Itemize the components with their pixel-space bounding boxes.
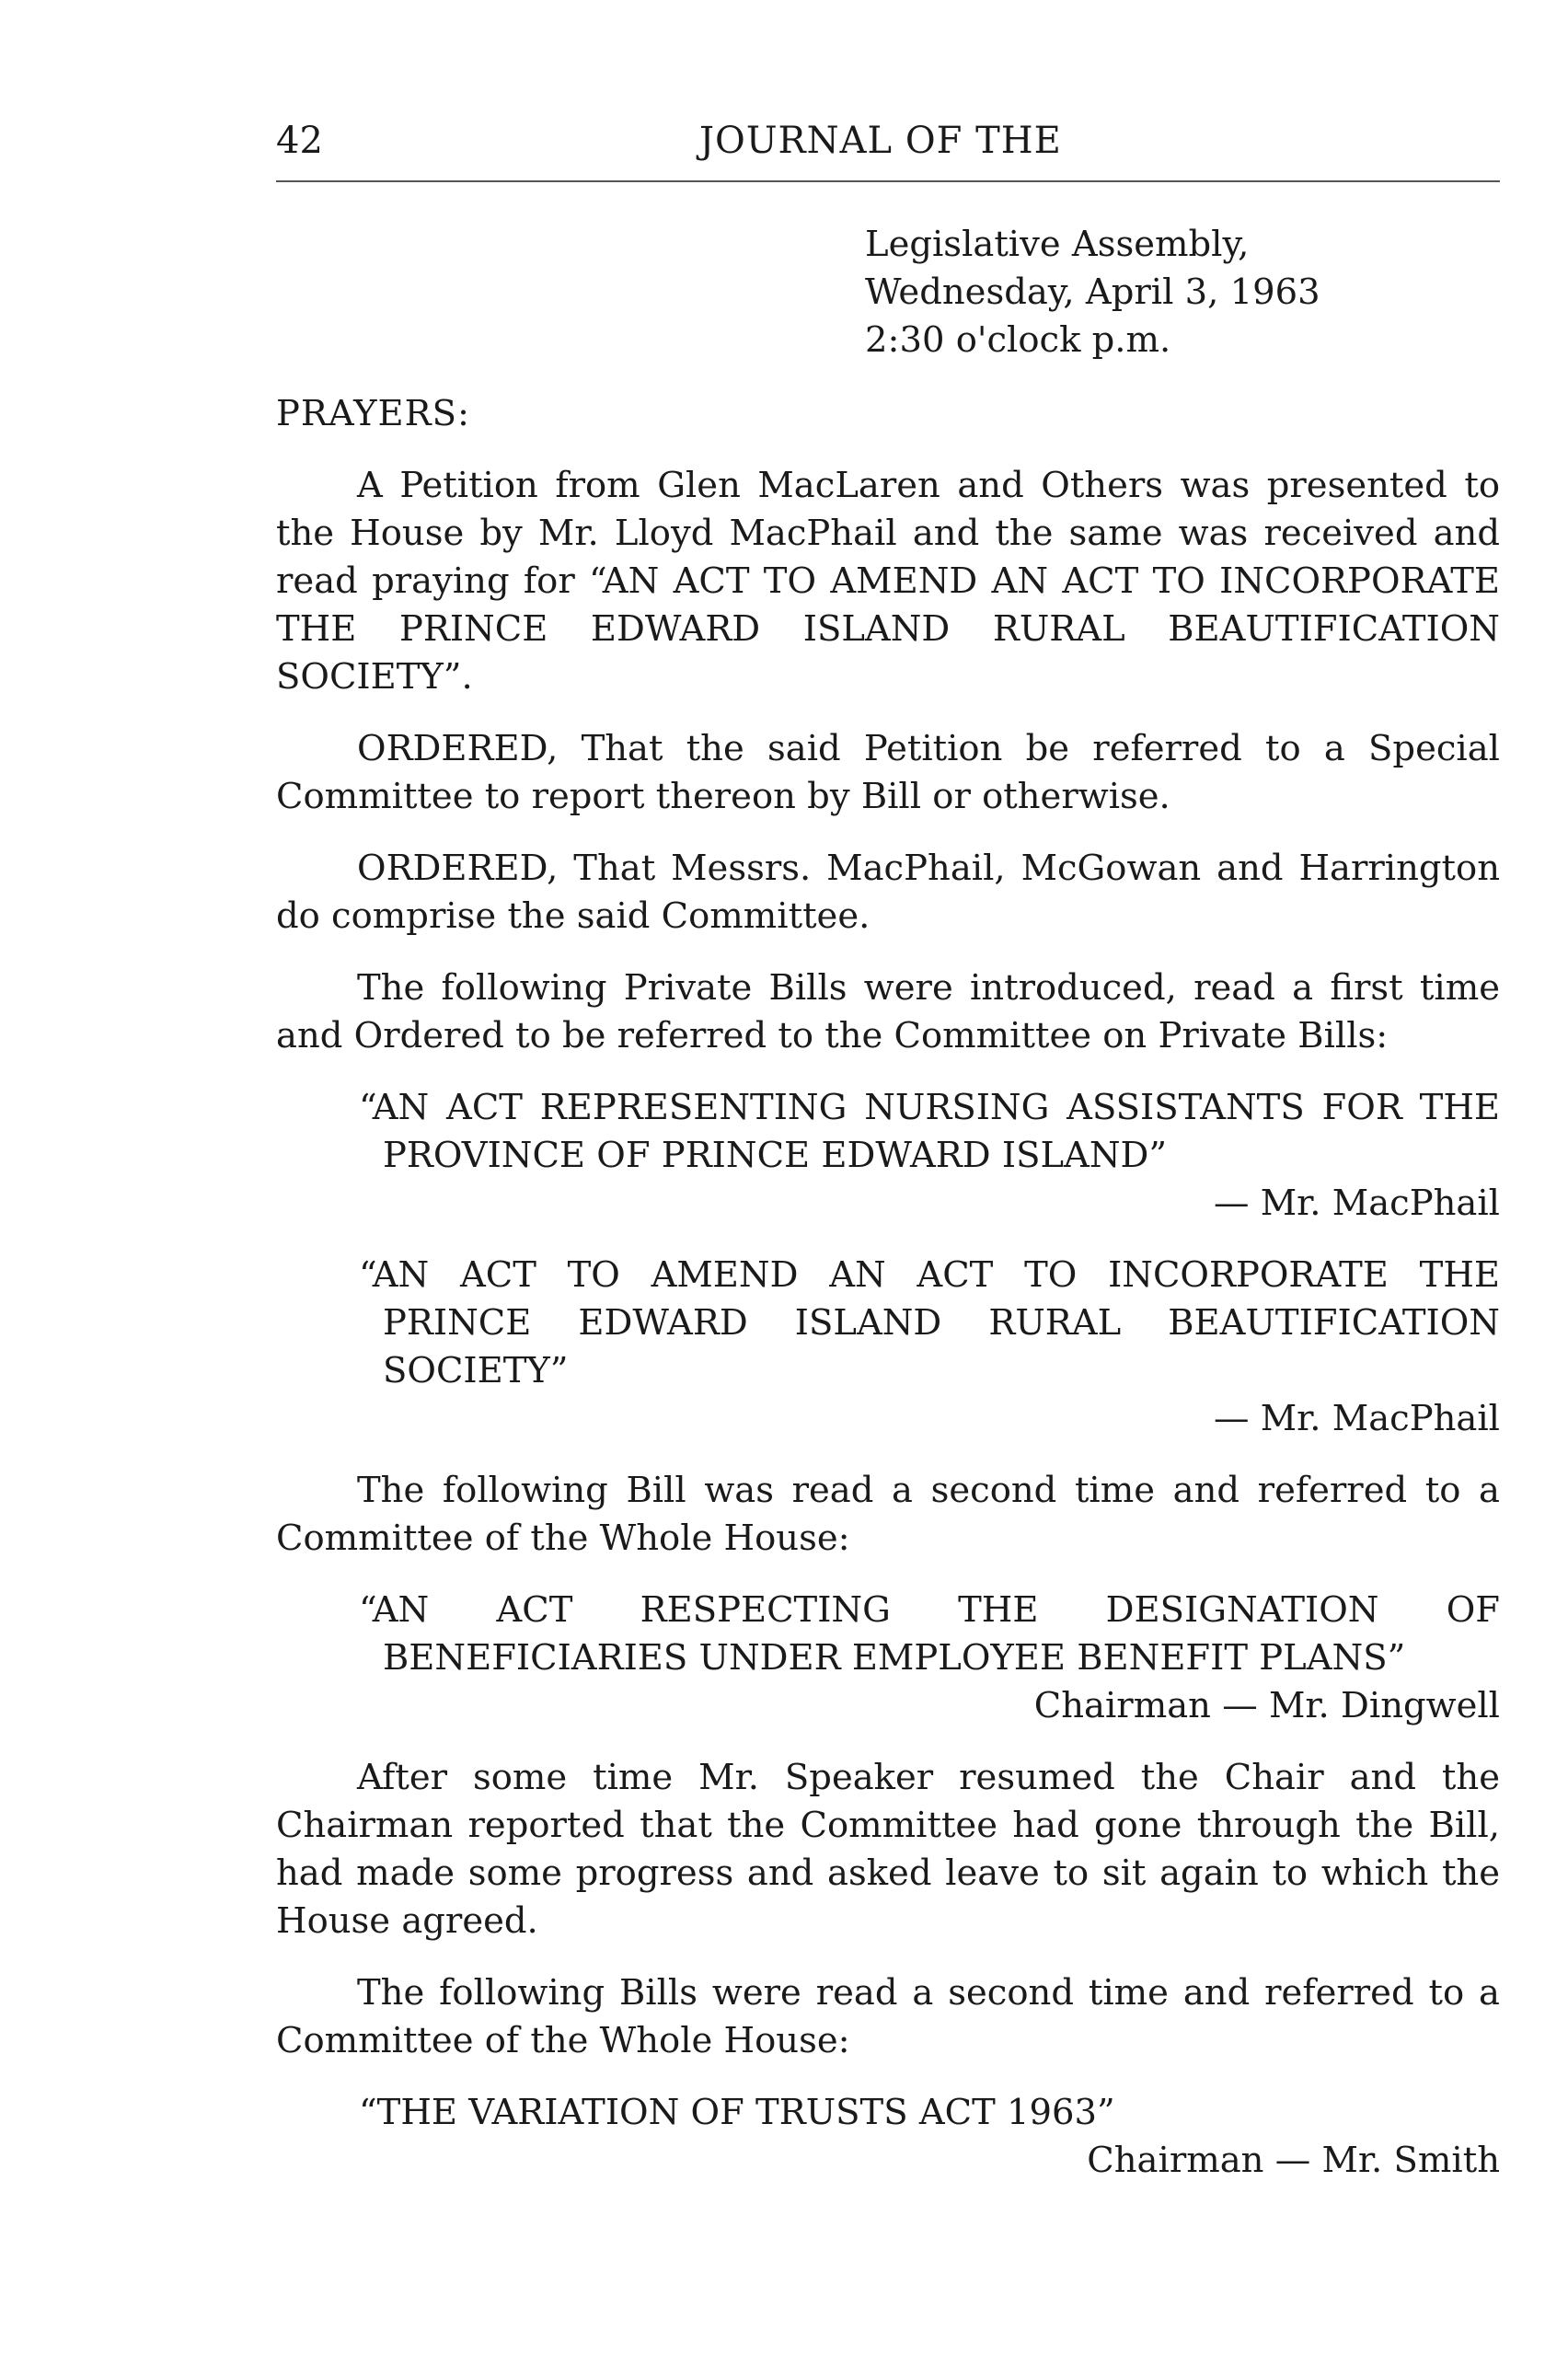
page-header <box>276 120 1500 175</box>
paragraph-private-bills-intro: The following Private Bills were introduced, read a first time and Ordered to be referred to the Committee on Private Bills: <box>276 967 1500 1056</box>
bill-nursing-assistants <box>359 1084 1500 1228</box>
bill-sponsor: — Mr. MacPhail <box>1213 1398 1500 1439</box>
paragraph-after-some-time: After some time Mr. Speaker resumed the Chair and the Chairman reported that the Committee had gone through the Bill, had made some progress and asked leave to sit again to which the House agreed. <box>276 1757 1500 1942</box>
paragraph-ordered-referral: ORDERED, That the said Petition be referred to a Special Committee to report thereon by Bill or otherwise. <box>276 728 1500 817</box>
paragraph-ordered-committee: ORDERED, That Messrs. MacPhail, McGowan and Harrington do comprise the said Committee. <box>276 848 1500 937</box>
bill-variation-of-trusts <box>359 2089 1500 2185</box>
bill-chairman: Chairman — Mr. Smith <box>1087 2140 1500 2181</box>
bill-designation-beneficiaries <box>359 1587 1500 1730</box>
bill-title: “AN ACT REPRESENTING NURSING ASSISTANTS FOR THE PROVINCE OF PRINCE EDWARD ISLAND” <box>359 1087 1500 1176</box>
paragraph-bills-second-intro: The following Bills were read a second time and referred to a Committee of the Whole House: <box>276 1972 1500 2061</box>
page-number: 42 <box>276 120 323 162</box>
dateline <box>865 221 1500 364</box>
bill-rural-beautification <box>359 1252 1500 1443</box>
dateline-time: 2:30 o'clock p.m. <box>865 319 1171 361</box>
section-heading-prayers: PRAYERS: <box>276 393 470 434</box>
header-rule <box>276 180 1500 182</box>
bill-title: “THE VARIATION OF TRUSTS ACT 1963” <box>359 2092 1115 2133</box>
bill-title: “AN ACT TO AMEND AN ACT TO INCORPORATE THE PRINCE EDWARD ISLAND RURAL BEAUTIFICATION SOCIETY” <box>359 1254 1500 1391</box>
bill-sponsor: — Mr. MacPhail <box>1213 1183 1500 1224</box>
bill-title: “AN ACT RESPECTING THE DESIGNATION OF BENEFICIARIES UNDER EMPLOYEE BENEFIT PLANS” <box>359 1589 1500 1679</box>
paragraph-petition: A Petition from Glen MacLaren and Others was presented to the House by Mr. Lloyd MacPhail and the same was received and read praying for “AN ACT TO AMEND AN ACT TO INCORPORATE THE PRINCE EDWARD ISLAND RURAL BEAUTIFICATION SOCIETY”. <box>276 465 1500 698</box>
running-title: JOURNAL OF THE <box>699 120 1062 162</box>
paragraph-second-reading-intro: The following Bill was read a second time and referred to a Committee of the Whole House: <box>276 1470 1500 1559</box>
dateline-date: Wednesday, April 3, 1963 <box>865 271 1320 313</box>
journal-body <box>276 221 1500 2209</box>
dateline-assembly: Legislative Assembly, <box>865 224 1250 265</box>
bill-chairman: Chairman — Mr. Dingwell <box>1033 1685 1500 1726</box>
